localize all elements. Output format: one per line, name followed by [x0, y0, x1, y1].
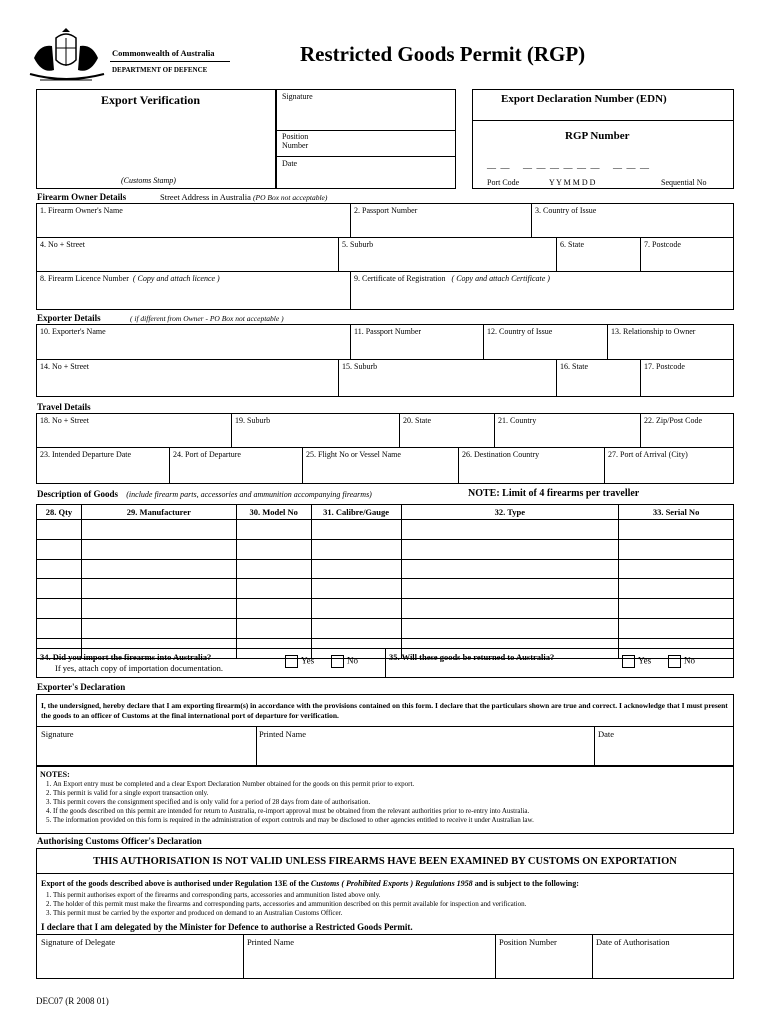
list-item: 3. This permit covers the consignment specified and is only valid for a period of 28 days from date of authorisation.: [53, 798, 743, 807]
field-exporter-street[interactable]: 14. No + Street: [36, 359, 339, 397]
field-owner-postcode[interactable]: 7. Postcode: [640, 237, 734, 272]
page-title: Restricted Goods Permit (RGP): [300, 42, 586, 66]
declaration-box: [36, 694, 734, 766]
notes-box: [36, 766, 734, 834]
declaration-heading: Exporter's Declaration: [37, 682, 126, 692]
field-exporter-name[interactable]: 10. Exporter's Name: [36, 324, 351, 360]
field-owner-name[interactable]: 1. Firearm Owner's Name: [36, 203, 351, 238]
field-travel-street[interactable]: 18. No + Street: [36, 413, 232, 448]
goods-limit-note: NOTE: Limit of 4 firearms per traveller: [468, 488, 640, 499]
field-firearm-licence[interactable]: 8. Firearm Licence Number ( Copy and attach licence ): [36, 271, 351, 310]
q35-yes-checkbox[interactable]: Yes: [622, 655, 651, 668]
exporter-note: ( if different from Owner - PO Box not acceptable ): [130, 314, 284, 323]
list-item: 3. This permit must be carried by the exporter and produced on demand to an Australian Customs Officer.: [53, 909, 743, 918]
field-destination-country[interactable]: 26. Destination Country: [458, 447, 605, 484]
field-owner-passport[interactable]: 2. Passport Number: [350, 203, 532, 238]
declaration-printed-name-label: Printed Name: [259, 729, 306, 739]
col-calibre: 31. Calibre/Gauge: [311, 505, 401, 520]
coat-of-arms-icon: [26, 28, 108, 86]
field-owner-country[interactable]: 3. Country of Issue: [531, 203, 734, 238]
authorisation-box: [36, 873, 734, 979]
declaration-date-label: Date: [598, 729, 615, 739]
field-port-arrival[interactable]: 27. Port of Arrival (City): [604, 447, 734, 484]
agency-name: Commonwealth of Australia: [112, 48, 215, 58]
declaration-text: I, the undersigned, hereby declare that I am exporting firearm(s) in accordance with the provisions contained on this form. I declare that the particulars shown are true and correct. I acknowledge that I must present the goods to an officer of Customs at the final international port of departure for verification.: [41, 701, 728, 720]
edn-title: Export Declaration Number (EDN): [501, 93, 667, 105]
notes-list: [41, 780, 743, 825]
field-travel-country[interactable]: 21. Country: [494, 413, 641, 448]
col-qty: 28. Qty: [37, 505, 82, 520]
authorisation-conditions: [41, 891, 743, 918]
col-serial: 33. Serial No: [619, 505, 734, 520]
date-format-label: Y Y M M D D: [549, 178, 596, 187]
owner-street-note: Street Address in Australia (PO Box not acceptable): [160, 192, 328, 202]
table-row[interactable]: [37, 520, 734, 540]
table-row[interactable]: [37, 539, 734, 559]
travel-heading: Travel Details: [37, 402, 91, 412]
rgp-number-dashes: __ __ __ __ __ __ __ __ __ __ __: [487, 160, 649, 170]
notes-heading: NOTES:: [40, 770, 70, 779]
field-exporter-suburb[interactable]: 15. Suburb: [338, 359, 557, 397]
authorisation-warning: THIS AUTHORISATION IS NOT VALID UNLESS FIREARMS HAVE BEEN EXAMINED BY CUSTOMS ON EXPORTATION: [93, 856, 677, 867]
field-certificate-registration[interactable]: 9. Certificate of Registration ( Copy and attach Certificate ): [350, 271, 734, 310]
declaration-signature-label: Signature: [41, 729, 74, 739]
list-item: 5. The information provided on this form is required in the administration of export controls and may be disclosed to other agencies entitled to receive it under Australian law.: [53, 816, 743, 825]
question-35-text: 35. Will these goods be returned to Australia?: [389, 652, 555, 662]
department-name: DEPARTMENT OF DEFENCE: [112, 66, 208, 74]
regulation-text: Export of the goods described above is authorised under Regulation 13E of the Customs ( Prohibited Exports ) Regulations 1958 and is subject to the following:: [41, 879, 579, 888]
col-model: 30. Model No: [236, 505, 311, 520]
table-row[interactable]: [37, 559, 734, 579]
goods-table: [36, 504, 734, 659]
field-flight-vessel[interactable]: 25. Flight No or Vessel Name: [302, 447, 459, 484]
field-travel-suburb[interactable]: 19. Suburb: [231, 413, 400, 448]
field-port-departure[interactable]: 24. Port of Departure: [169, 447, 303, 484]
q34-yes-checkbox[interactable]: Yes: [285, 655, 314, 668]
authorisation-warning-box: [36, 848, 734, 874]
field-owner-state[interactable]: 6. State: [556, 237, 641, 272]
authorising-heading: Authorising Customs Officer's Declaration: [37, 836, 202, 846]
sequential-label: Sequential No: [661, 178, 707, 187]
question-34-text: 34. Did you import the firearms into Australia?: [40, 652, 212, 662]
list-item: 2. This permit is valid for a single export transaction only.: [53, 789, 743, 798]
q35-no-checkbox[interactable]: No: [668, 655, 695, 668]
table-row[interactable]: [37, 599, 734, 619]
field-travel-zip[interactable]: 22. Zip/Post Code: [640, 413, 734, 448]
question-34-subtext: If yes, attach copy of importation documentation.: [55, 663, 224, 673]
field-travel-state[interactable]: 20. State: [399, 413, 495, 448]
question-34-box: [36, 648, 386, 678]
field-exporter-postcode[interactable]: 17. Postcode: [640, 359, 734, 397]
declaration-printed-name-field[interactable]: [256, 726, 595, 766]
exporter-heading: Exporter Details: [37, 313, 101, 323]
list-item: 4. If the goods described on this permit are intended for return to Australia, re-import approval must be obtained from the relevant authorities prior to re-entry into Australia.: [53, 807, 743, 816]
edn-box[interactable]: [472, 89, 734, 189]
delegate-position-label: Position Number: [499, 937, 557, 947]
col-type: 32. Type: [401, 505, 619, 520]
q34-no-checkbox[interactable]: No: [331, 655, 358, 668]
delegate-declaration: I declare that I am delegated by the Minister for Defence to authorise a Restricted Goods Permit.: [41, 922, 413, 932]
goods-table-header: [37, 505, 734, 520]
field-exporter-relationship[interactable]: 13. Relationship to Owner: [607, 324, 734, 360]
table-row[interactable]: [37, 618, 734, 638]
customs-stamp-label: (Customs Stamp): [121, 176, 176, 185]
list-item: 2. The holder of this permit must make the firearms and corresponding parts, accessories and ammunition described on this permit available for inspection and verification.: [53, 900, 743, 909]
col-manufacturer: 29. Manufacturer: [81, 505, 236, 520]
field-exporter-state[interactable]: 16. State: [556, 359, 641, 397]
header-rule: [110, 61, 230, 62]
verification-signature-label: Signature: [282, 92, 313, 101]
delegate-printed-name-label: Printed Name: [247, 937, 294, 947]
form-code: DEC07 (R 2008 01): [36, 996, 109, 1006]
field-exporter-country[interactable]: 12. Country of Issue: [483, 324, 608, 360]
declaration-signature-field[interactable]: [37, 726, 257, 766]
position-number-label: Position Number: [282, 132, 309, 150]
field-owner-suburb[interactable]: 5. Suburb: [338, 237, 557, 272]
goods-heading: Description of Goods (include firearm parts, accessories and ammunition accompanying firearms): [37, 489, 372, 499]
list-item: 1. An Export entry must be completed and a clear Export Declaration Number obtained for the goods on this permit prior to export.: [53, 780, 743, 789]
owner-heading: Firearm Owner Details: [37, 192, 127, 202]
field-exporter-passport[interactable]: 11. Passport Number: [350, 324, 484, 360]
port-code-label: Port Code: [487, 178, 520, 187]
delegate-signature-label: Signature of Delegate: [41, 937, 116, 947]
field-departure-date[interactable]: 23. Intended Departure Date: [36, 447, 170, 484]
date-authorisation-label: Date of Authorisation: [596, 937, 670, 947]
field-owner-street[interactable]: 4. No + Street: [36, 237, 339, 272]
rgp-number-title: RGP Number: [565, 130, 630, 142]
table-row[interactable]: [37, 579, 734, 599]
question-35-box: [385, 648, 734, 678]
verification-signature-box[interactable]: [276, 89, 456, 189]
list-item: 1. This permit authorises export of the firearms and corresponding parts, accessories and ammunition listed above only.: [53, 891, 743, 900]
export-verification-title: Export Verification: [101, 93, 200, 107]
verification-date-label: Date: [282, 159, 298, 168]
export-verification-box: [36, 89, 276, 189]
